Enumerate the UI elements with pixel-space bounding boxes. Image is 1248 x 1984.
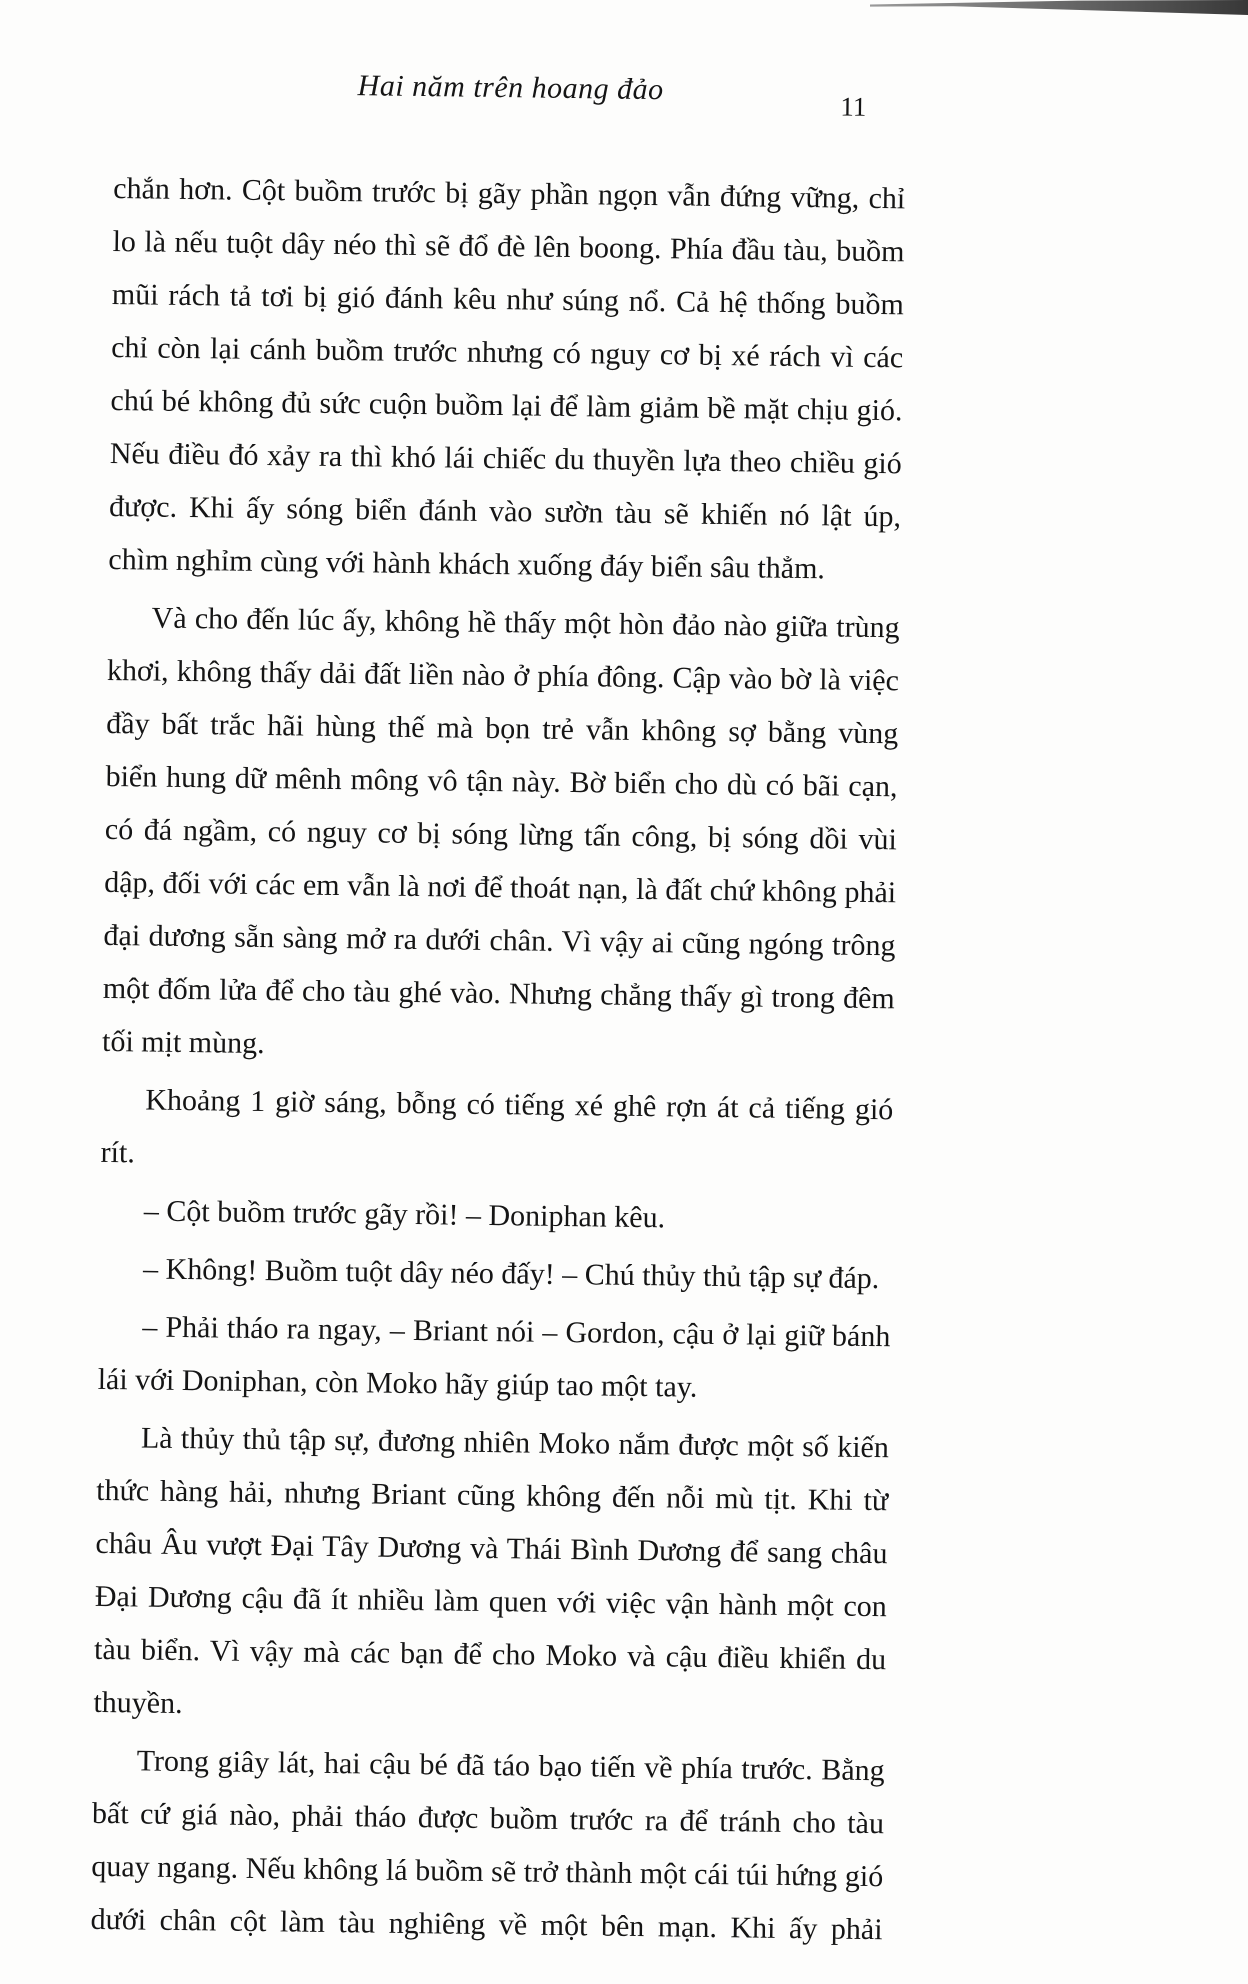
paragraph: Và cho đến lúc ấy, không hề thấy một hòn đảo nào giữa trùng khơi, không thấy dải đất liền nào ở phía đông. Cập vào bờ là việc đầy bất trắc hãi hùng thế mà bọn trẻ vẫn không sợ bằng vùng biển hung dữ mênh mông vô tận này. Bờ biển cho dù có bãi cạn, có đá ngầm, có nguy cơ bị sóng lừng tấn công, bị sóng dồi vùi dập, đối với các em vẫn là nơi để thoát nạn, là đất chứ không phải đại dương sẵn sàng mở ra dưới chân. Vì vậy ai cũng ngóng trông một đốm lửa để cho tàu ghé vào. Nhưng chẳng thấy gì trong đêm tối mịt mùng. bbox=[101, 601, 900, 1061]
dialogue-line: – Phải tháo ra ngay, – Briant nói – Gordon, cậu ở lại giữ bánh lái với Doniphan, còn Moko hãy giúp tao một tay. bbox=[97, 1310, 891, 1404]
dialogue-line: – Cột buồm trước gãy rồi! – Doniphan kêu. bbox=[143, 1194, 666, 1235]
paragraph: Khoảng 1 giờ sáng, bỗng có tiếng xé ghê rợn át cả tiếng gió rít. bbox=[100, 1083, 894, 1170]
paragraph: Trong giây lát, hai cậu bé đã táo bạo tiến về phía trước. Bằng bất cứ giá nào, phải tháo được buồm trước ra để tránh cho tàu quay ngang. Nếu không lá buồm sẽ trở thành một cái túi hứng gió dưới chân cột làm tàu nghiêng về một bên mạn. Khi ấy phải bbox=[90, 1744, 885, 1947]
page-header bbox=[114, 66, 907, 172]
running-title: Hai năm trên hoang đảo bbox=[357, 69, 664, 107]
page-content bbox=[90, 58, 907, 1961]
paragraph: Là thủy thủ tập sự, đương nhiên Moko nắm được một số kiến thức hàng hải, nhưng Briant cũng không đến nỗi mù tịt. Khi từ châu Âu vượt Đại Tây Dương và Thái Bình Dương để sang châu Đại Dương cậu đã ít nhiều làm quen với việc vận hành một con tàu biển. Vì vậy mà các bạn để cho Moko và cậu điều khiển du thuyền. bbox=[93, 1421, 890, 1721]
page-number: 11 bbox=[840, 91, 867, 122]
body-text bbox=[90, 162, 905, 1956]
dialogue-line: – Không! Buồm tuột dây néo đấy! – Chú thủy thủ tập sự đáp. bbox=[142, 1252, 880, 1296]
paragraph: chắn hơn. Cột buồm trước bị gãy phần ngọn vẫn đứng vững, chỉ lo là nếu tuột dây néo thì sẽ đổ đè lên boong. Phía đầu tàu, buồm mũi rách tả tơi bị gió đánh kêu như súng nổ. Cả hệ thống buồm chỉ còn lại cánh buồm trước nhưng có nguy cơ bị xé rách vì các chú bé không đủ sức cuộn buồm lại để làm giảm bề mặt chịu gió. Nếu điều đó xảy ra thì khó lái chiếc du thuyền lựa theo chiều gió được. Khi ấy sóng biển đánh vào sườn tàu sẽ khiến nó lật úp, chìm nghỉm cùng với hành khách xuống đáy biển sâu thẳm. bbox=[108, 171, 906, 586]
scan-edge-artifact bbox=[870, 0, 1248, 15]
